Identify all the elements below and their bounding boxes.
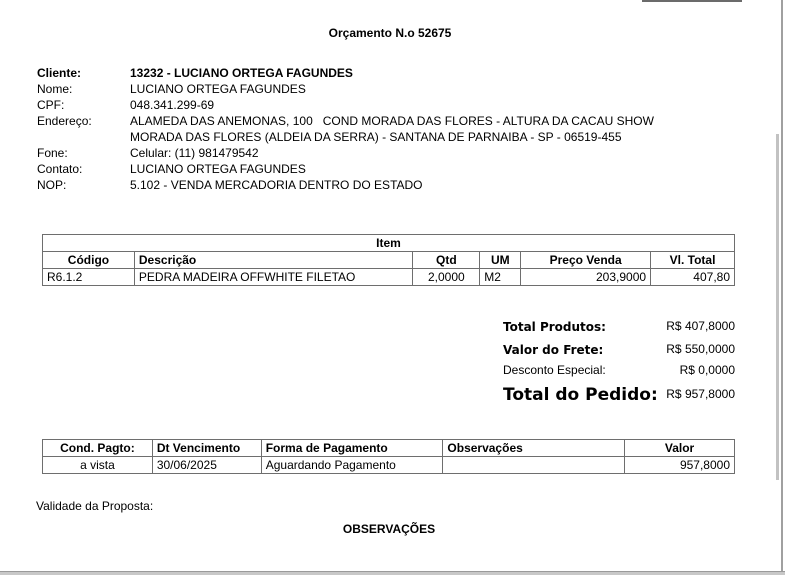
desconto-value: R$ 0,0000 — [679, 363, 735, 377]
contact-value: LUCIANO ORTEGA FAGUNDES — [130, 162, 306, 176]
name-value: LUCIANO ORTEGA FAGUNDES — [130, 82, 306, 96]
name-label: Nome: — [37, 82, 73, 96]
payment-forma: Aguardando Pagamento — [261, 457, 443, 474]
vertical-scrollbar-thumb[interactable] — [776, 134, 779, 480]
item-vl-total: 407,80 — [651, 269, 735, 286]
item-descricao: PEDRA MADEIRA OFFWHITE FILETAO — [134, 269, 412, 286]
items-caption: Item — [43, 235, 735, 252]
item-um: M2 — [480, 269, 521, 286]
payment-valor: 957,8000 — [625, 457, 735, 474]
item-preco-venda: 203,9000 — [521, 269, 651, 286]
items-table — [42, 234, 735, 286]
item-qtd: 2,0000 — [413, 269, 480, 286]
contact-label: Contato: — [37, 162, 83, 176]
observacoes-title: OBSERVAÇÕES — [342, 522, 436, 536]
nop-label: NOP: — [37, 178, 67, 192]
payment-cond: a vista — [43, 457, 153, 474]
items-header-row — [43, 252, 735, 269]
phone-label: Fone: — [37, 146, 68, 160]
total-pedido-value: R$ 957,8000 — [666, 387, 735, 401]
client-label: Cliente: — [37, 66, 82, 80]
valor-frete-value: R$ 550,0000 — [666, 342, 735, 356]
payment-observacoes — [443, 457, 625, 474]
page-right-border — [781, 0, 783, 574]
col-header-cond-pagto: Cond. Pagto: — [43, 440, 153, 457]
col-header-codigo: Código — [43, 252, 135, 269]
phone-value: Celular: (11) 981479542 — [130, 146, 259, 160]
total-pedido-label: Total do Pedido: — [503, 385, 658, 405]
col-header-observacoes: Observações — [443, 440, 625, 457]
address-line-1: ALAMEDA DAS ANEMONAS, 100 COND MORADA DAS FLORES - ALTURA DA CACAU SHOW — [130, 114, 654, 128]
item-codigo: R6.1.2 — [43, 269, 135, 286]
table-row — [43, 457, 735, 474]
payment-table — [42, 439, 735, 474]
items-caption-row — [43, 235, 735, 252]
validade-label: Validade da Proposta: — [36, 499, 154, 513]
client-value: 13232 - LUCIANO ORTEGA FAGUNDES — [130, 66, 353, 80]
cpf-label: CPF: — [37, 98, 65, 112]
document-title: Orçamento N.o 52675 — [328, 26, 452, 40]
col-header-qtd: Qtd — [413, 252, 480, 269]
col-header-descricao: Descrição — [134, 252, 412, 269]
col-header-forma-pagamento: Forma de Pagamento — [261, 440, 443, 457]
address-label: Endereço: — [37, 114, 92, 128]
col-header-valor: Valor — [625, 440, 735, 457]
payment-header-row — [43, 440, 735, 457]
col-header-preco-venda: Preço Venda — [521, 252, 651, 269]
cpf-value: 048.341.299-69 — [130, 98, 215, 112]
underlying-grid-strip — [0, 571, 785, 575]
col-header-dt-vencimento: Dt Vencimento — [152, 440, 261, 457]
nop-value: 5.102 - VENDA MERCADORIA DENTRO DO ESTADO — [130, 178, 423, 192]
total-produtos-value: R$ 407,8000 — [666, 319, 735, 333]
col-header-vl-total: Vl. Total — [651, 252, 735, 269]
col-header-um: UM — [480, 252, 521, 269]
top-rule-line — [642, 0, 742, 2]
valor-frete-label: Valor do Frete: — [503, 343, 604, 357]
desconto-label: Desconto Especial: — [503, 363, 606, 377]
table-row — [43, 269, 735, 286]
total-produtos-label: Total Produtos: — [503, 320, 606, 334]
payment-vencimento: 30/06/2025 — [152, 457, 261, 474]
address-line-2: MORADA DAS FLORES (ALDEIA DA SERRA) - SANTANA DE PARNAIBA - SP - 06519-455 — [130, 130, 622, 144]
